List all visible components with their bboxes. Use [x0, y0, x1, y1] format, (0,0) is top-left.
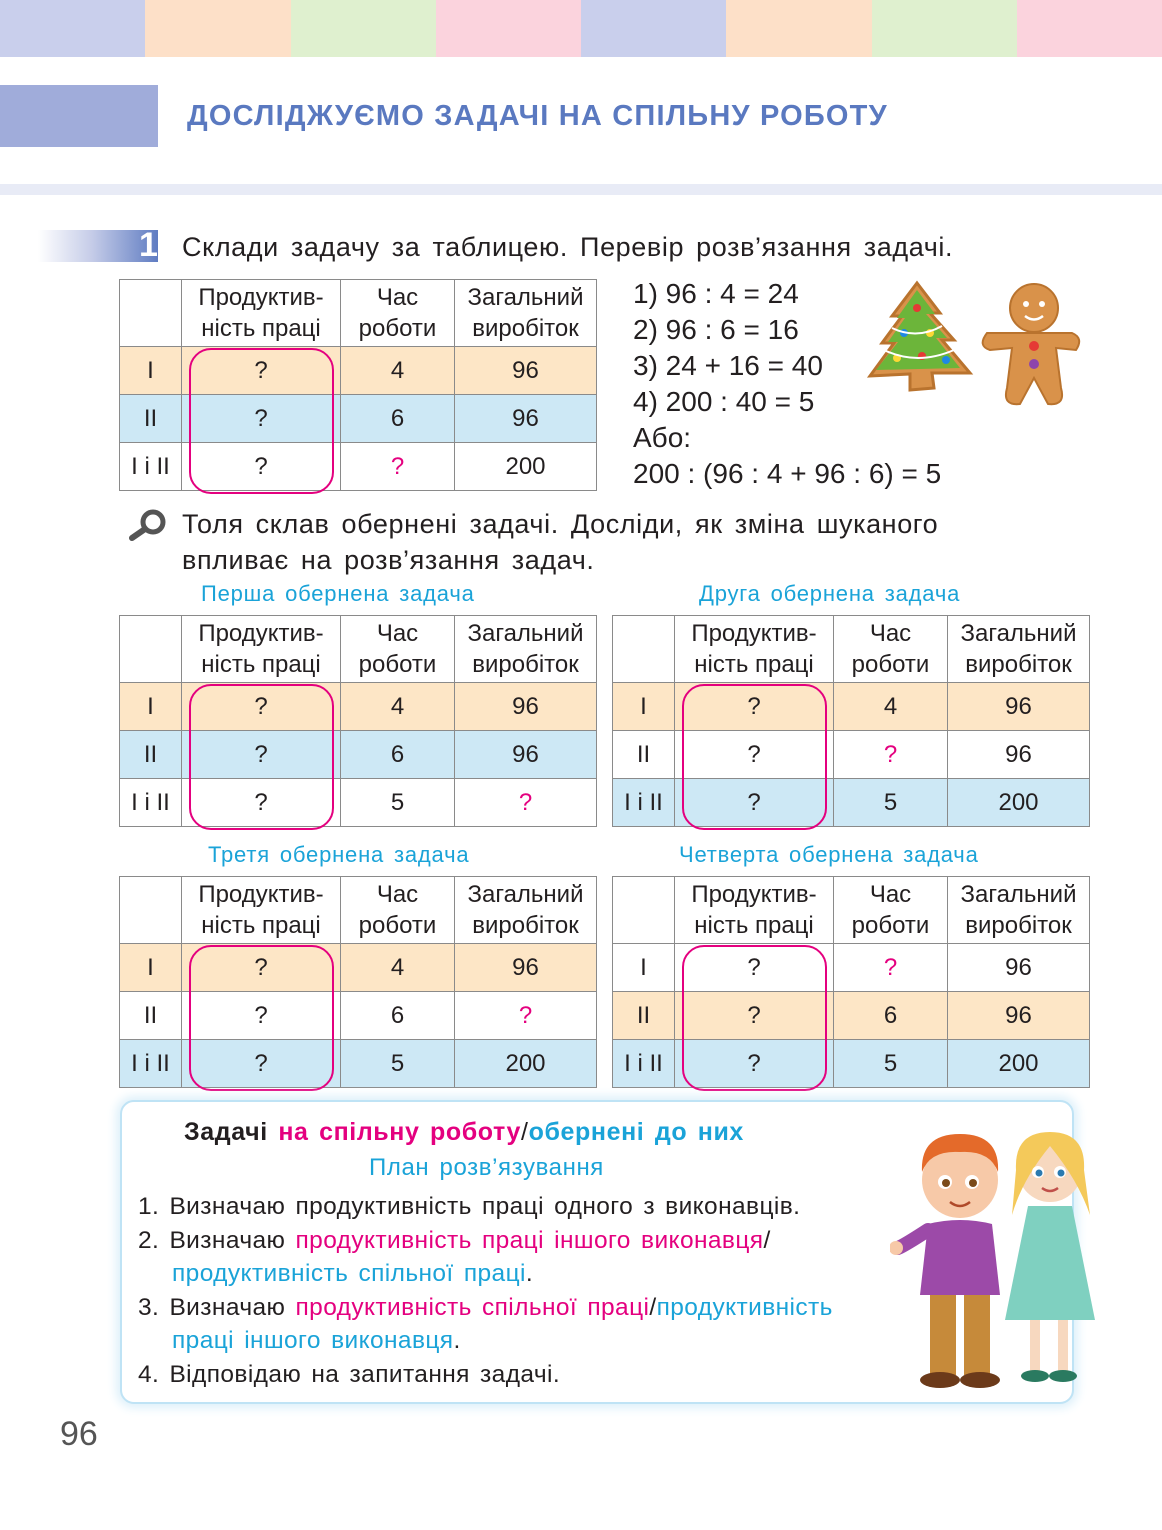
title-divider	[0, 184, 1162, 195]
table-cell: 96	[948, 992, 1090, 1040]
rule-step-magenta: продуктивність праці іншого виконавця	[295, 1226, 764, 1254]
highlight-oval	[189, 684, 334, 830]
header-productivity	[182, 280, 341, 347]
table-cell: ?	[182, 779, 341, 827]
strip-segment	[291, 0, 436, 57]
rule-step: 4. Відповідаю на запитання задачі.	[138, 1360, 561, 1388]
header-empty	[120, 280, 182, 347]
inverse-tasks-intro	[182, 506, 938, 578]
table-cell: 4	[341, 944, 455, 992]
rule-step-cyan: праці іншого виконавця	[172, 1327, 454, 1354]
row-label: I	[120, 683, 182, 731]
row-label: II	[120, 731, 182, 779]
table-header-row	[120, 616, 597, 683]
rule-step-separator: /	[763, 1226, 771, 1254]
table-header-row	[613, 616, 1090, 683]
row-label: I і II	[120, 443, 182, 491]
children-illustration	[890, 1120, 1120, 1400]
table-cell: 5	[834, 779, 948, 827]
header-text: виробіток	[965, 912, 1072, 939]
table-cell: ?	[182, 395, 341, 443]
header-empty	[120, 616, 182, 683]
table-cell: 96	[948, 944, 1090, 992]
row-label: I і II	[120, 779, 182, 827]
rule-step-separator: /	[649, 1293, 657, 1321]
header-text: Загальний	[960, 620, 1077, 647]
header-time	[341, 616, 455, 683]
strip-segment	[872, 0, 1017, 57]
row-label: I і II	[613, 1040, 675, 1088]
header-time	[834, 616, 948, 683]
intro-line: впливає на розв’язання задач.	[182, 545, 595, 575]
strip-segment	[1017, 0, 1162, 57]
row-label: II	[120, 992, 182, 1040]
gingerbread-cookies-illustration	[862, 278, 1082, 428]
header-text: Загальний	[467, 620, 584, 647]
table-cell-unknown: ?	[455, 779, 597, 827]
header-text: ність праці	[201, 912, 321, 939]
header-text: Час	[869, 881, 912, 908]
table-cell: 5	[341, 779, 455, 827]
header-productivity	[182, 877, 341, 944]
table-cell-unknown: ?	[834, 944, 948, 992]
header-empty	[613, 877, 675, 944]
exercise-task: Склади задачу за таблицею. Перевір розв’язання задачі.	[182, 232, 954, 262]
table-cell: 96	[948, 683, 1090, 731]
exercise-number: 1	[139, 226, 158, 264]
rule-step: 1. Визначаю продуктивність праці одного з виконавців.	[138, 1193, 801, 1220]
row-label: II	[120, 395, 182, 443]
rule-step-continuation	[138, 1324, 833, 1358]
table-cell: 4	[341, 347, 455, 395]
rule-step-cyan: продуктивність	[656, 1293, 833, 1321]
gingerbread-man-icon	[983, 284, 1080, 404]
row-label: I і II	[613, 779, 675, 827]
header-text: виробіток	[472, 912, 579, 939]
tree-cookie-icon	[870, 283, 970, 390]
header-text: роботи	[851, 912, 930, 939]
magnifier-icon	[128, 508, 168, 542]
header-productivity	[182, 616, 341, 683]
row-label: II	[613, 731, 675, 779]
table-cell: 6	[341, 992, 455, 1040]
boy-icon	[890, 1134, 1000, 1388]
solution-step: 1) 96 : 4 = 24	[633, 278, 799, 309]
header-text: ність праці	[694, 912, 814, 939]
rule-step-continuation	[138, 1257, 833, 1291]
solution-or: Або:	[633, 422, 692, 453]
header-text: Продуктив-	[691, 881, 817, 908]
header-empty	[120, 877, 182, 944]
solution-step: 4) 200 : 40 = 5	[633, 386, 815, 417]
solution-step: 3) 24 + 16 = 40	[633, 350, 823, 381]
header-text: Продуктив-	[198, 284, 324, 311]
table-cell: ?	[182, 1040, 341, 1088]
row-label: I	[613, 944, 675, 992]
table-cell: ?	[675, 944, 834, 992]
table-cell: ?	[182, 443, 341, 491]
header-text: Загальний	[467, 881, 584, 908]
highlight-oval	[189, 945, 334, 1091]
header-total	[948, 877, 1090, 944]
solution-step: 2) 96 : 6 = 16	[633, 314, 799, 345]
strip-segment	[726, 0, 871, 57]
title-color-block	[0, 85, 158, 147]
page-number: 96	[60, 1415, 98, 1453]
table-cell: ?	[182, 992, 341, 1040]
table-cell: 96	[455, 395, 597, 443]
rule-steps	[138, 1190, 833, 1391]
table-cell: 200	[948, 779, 1090, 827]
table-cell: 96	[948, 731, 1090, 779]
header-text: роботи	[358, 912, 437, 939]
header-productivity	[675, 616, 834, 683]
table-cell: ?	[675, 1040, 834, 1088]
table-cell: 5	[341, 1040, 455, 1088]
header-text: роботи	[358, 315, 437, 342]
page-title: ДОСЛІДЖУЄМО ЗАДАЧІ НА СПІЛЬНУ РОБОТУ	[187, 100, 888, 132]
row-label: I і II	[120, 1040, 182, 1088]
table-cell-unknown: ?	[341, 443, 455, 491]
rule-step-period: .	[525, 1260, 534, 1287]
table-cell: 200	[948, 1040, 1090, 1088]
rule-step	[138, 1224, 833, 1258]
header-text: виробіток	[472, 315, 579, 342]
strip-segment	[145, 0, 290, 57]
header-total	[948, 616, 1090, 683]
rule-step-text: 3. Визначаю	[138, 1293, 296, 1321]
table-cell: 6	[834, 992, 948, 1040]
table-cell: 4	[834, 683, 948, 731]
header-text: Час	[376, 620, 419, 647]
header-time	[834, 877, 948, 944]
table-cell: ?	[182, 944, 341, 992]
header-total	[455, 616, 597, 683]
header-text: Продуктив-	[198, 620, 324, 647]
table-cell: ?	[675, 992, 834, 1040]
table-cell: ?	[675, 731, 834, 779]
rule-step-text: 2. Визначаю	[138, 1226, 296, 1254]
rule-step	[138, 1291, 833, 1325]
table-cell-unknown: ?	[455, 992, 597, 1040]
table-header-row	[120, 877, 597, 944]
table-cell: ?	[675, 779, 834, 827]
top-color-strip	[0, 0, 1162, 57]
header-text: Час	[376, 881, 419, 908]
header-productivity	[675, 877, 834, 944]
table-cell: ?	[675, 683, 834, 731]
header-text: роботи	[358, 651, 437, 678]
intro-line: Толя склав обернені задачі. Досліди, як зміна шуканого	[182, 509, 939, 539]
header-text: Продуктив-	[691, 620, 817, 647]
table-cell: 96	[455, 944, 597, 992]
table-cell: 96	[455, 683, 597, 731]
table-cell: 5	[834, 1040, 948, 1088]
rule-step-cyan: продуктивність спільної праці	[172, 1260, 526, 1287]
table-cell: 6	[341, 731, 455, 779]
table-cell: 96	[455, 347, 597, 395]
header-text: Загальний	[960, 881, 1077, 908]
table-cell: ?	[182, 683, 341, 731]
third-inverse-caption: Третя обернена задача	[208, 842, 470, 867]
table-cell: 4	[341, 683, 455, 731]
header-total	[455, 877, 597, 944]
header-text: Час	[376, 284, 419, 311]
rule-step-magenta: продуктивність спільної праці	[295, 1293, 650, 1321]
table-cell: ?	[182, 731, 341, 779]
header-text: Продуктив-	[198, 881, 324, 908]
header-empty	[613, 616, 675, 683]
header-text: виробіток	[965, 651, 1072, 678]
header-total	[455, 280, 597, 347]
rule-step-period: .	[453, 1327, 461, 1354]
row-label: I	[120, 944, 182, 992]
table-cell-unknown: ?	[834, 731, 948, 779]
rule-title-separator: /	[521, 1118, 529, 1146]
table-cell: 96	[455, 731, 597, 779]
row-label: II	[613, 992, 675, 1040]
fourth-inverse-caption: Четверта обернена задача	[679, 842, 979, 867]
header-text: Час	[869, 620, 912, 647]
header-text: роботи	[851, 651, 930, 678]
header-text: ність праці	[201, 315, 321, 342]
girl-icon	[1005, 1132, 1095, 1382]
header-time	[341, 280, 455, 347]
table-header-row	[613, 877, 1090, 944]
header-time	[341, 877, 455, 944]
header-text: виробіток	[472, 651, 579, 678]
first-inverse-caption: Перша обернена задача	[201, 581, 475, 606]
rule-title	[184, 1118, 744, 1147]
strip-segment	[0, 0, 145, 57]
table-cell: 200	[455, 1040, 597, 1088]
table-cell: 200	[455, 443, 597, 491]
rule-subtitle: План розв’язування	[369, 1154, 604, 1181]
header-text: ність праці	[201, 651, 321, 678]
rule-title-joint-work: на спільну роботу	[278, 1118, 522, 1146]
row-label: I	[120, 347, 182, 395]
strip-segment	[436, 0, 581, 57]
table-cell: ?	[182, 347, 341, 395]
solution-expression: 200 : (96 : 4 + 96 : 6) = 5	[633, 458, 942, 489]
header-text: ність праці	[694, 651, 814, 678]
table-cell: 6	[341, 395, 455, 443]
rule-title-inverse: обернені до них	[528, 1118, 744, 1146]
strip-segment	[581, 0, 726, 57]
highlight-oval	[682, 684, 827, 830]
row-label: I	[613, 683, 675, 731]
highlight-oval	[189, 348, 334, 494]
second-inverse-caption: Друга обернена задача	[699, 581, 961, 606]
header-text: Загальний	[467, 284, 584, 311]
table-header-row	[120, 280, 597, 347]
highlight-oval	[682, 945, 827, 1091]
rule-title-text: Задачі	[184, 1118, 279, 1146]
